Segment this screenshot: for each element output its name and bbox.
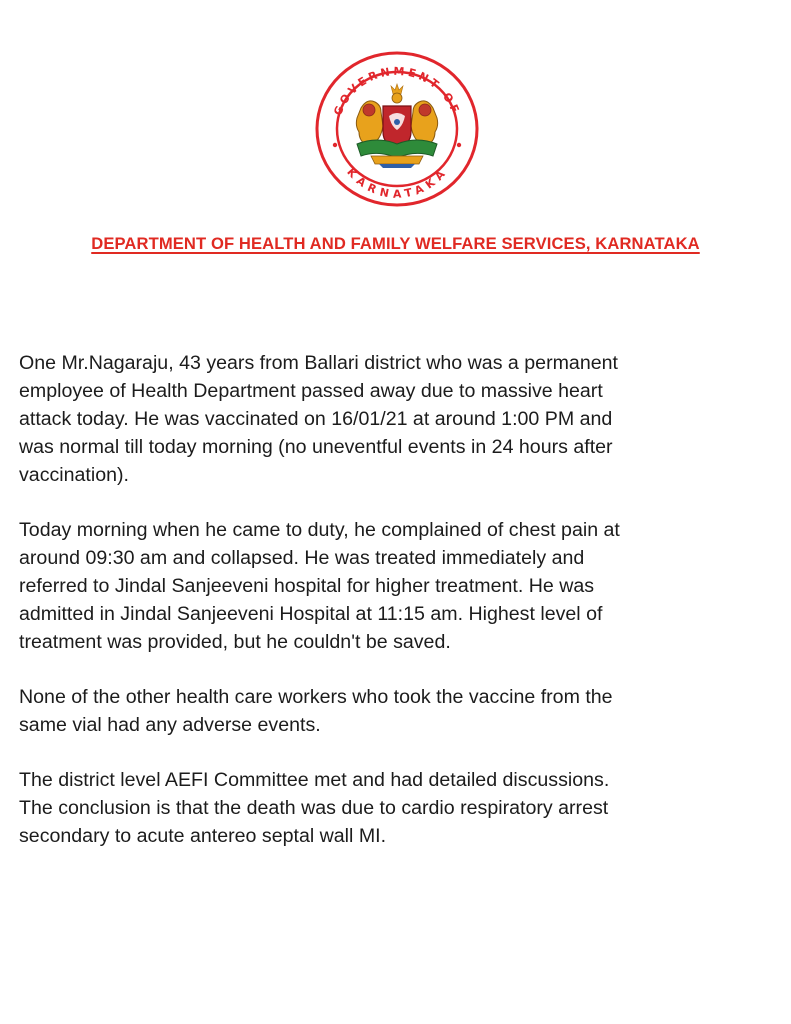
text-line: attack today. He was vaccinated on 16/01/21 at around 1:00 PM and [19, 408, 613, 430]
government-emblem [314, 50, 480, 208]
text-line: around 09:30 am and collapsed. He was treated immediately and [19, 547, 585, 569]
text-line: treatment was provided, but he couldn't be saved. [19, 631, 451, 653]
text-line: Today morning when he came to duty, he complained of chest pain at [19, 519, 620, 541]
paragraph-timeline [19, 516, 779, 656]
emblem-ring-top-text: GOVERNMENT OF [331, 64, 463, 118]
text-line: same vial had any adverse events. [19, 714, 321, 736]
notice-body [19, 349, 779, 877]
paragraph-conclusion [19, 766, 779, 850]
paragraph-incident [19, 349, 779, 489]
department-title: DEPARTMENT OF HEALTH AND FAMILY WELFARE SERVICES, KARNATAKA [91, 234, 700, 253]
karnataka-emblem-icon [314, 50, 480, 208]
text-line: referred to Jindal Sanjeeveni hospital for higher treatment. He was [19, 575, 595, 597]
text-line: employee of Health Department passed away due to massive heart [19, 380, 603, 402]
text-line: The district level AEFI Committee met and had detailed discussions. [19, 769, 610, 791]
text-line: secondary to acute antereo septal wall MI. [19, 825, 387, 847]
emblem-ring-bottom-text: KARNATAKA [344, 165, 450, 201]
text-line: admitted in Jindal Sanjeeveni Hospital at 11:15 am. Highest level of [19, 603, 603, 625]
paragraph-other-workers [19, 683, 779, 739]
text-line: One Mr.Nagaraju, 43 years from Ballari district who was a permanent [19, 352, 618, 374]
text-line: vaccination). [19, 464, 129, 486]
text-line: The conclusion is that the death was due to cardio respiratory arrest [19, 797, 609, 819]
text-line: None of the other health care workers who took the vaccine from the [19, 686, 613, 708]
text-line: was normal till today morning (no uneventful events in 24 hours after [19, 436, 613, 458]
